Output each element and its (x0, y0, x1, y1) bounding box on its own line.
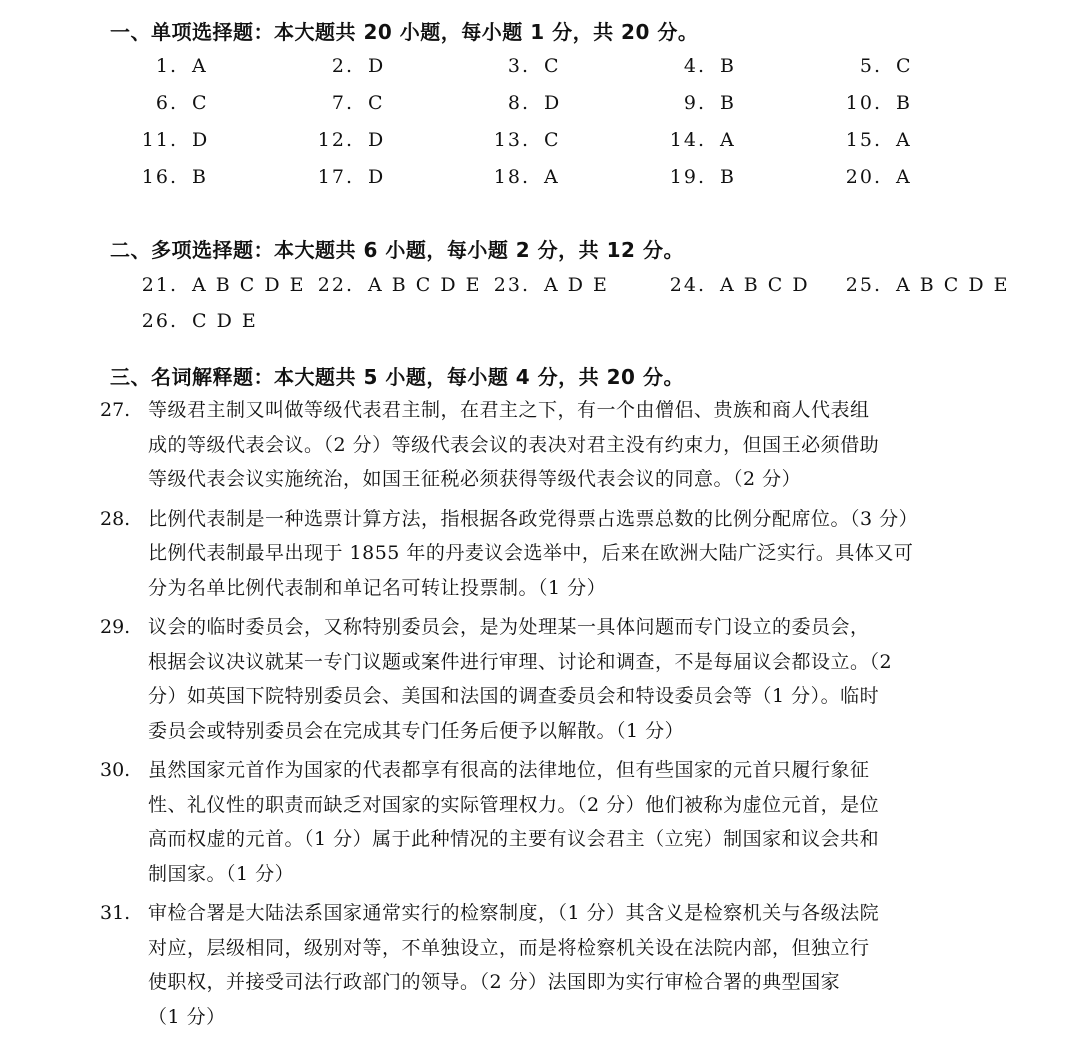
answer-text-line: 分）如英国下院特别委员会、美国和法国的调查委员会和特设委员会等（1 分）。临时 (148, 685, 880, 707)
answer-text-line: 高而权虚的元首。（1 分）属于此种情况的主要有议会君主（立宪）制国家和议会共和 (148, 828, 880, 850)
question-number: 10. (845, 92, 882, 114)
term-answer-28 (100, 502, 1030, 606)
answer-text-line: 虽然国家元首作为国家的代表都享有很高的法律地位，但有些国家的元首只履行象征 (148, 759, 870, 781)
answer-item (492, 122, 668, 159)
answer-choice: C (544, 129, 561, 151)
question-number: 6. (155, 92, 178, 114)
answer-choice: D (192, 129, 210, 151)
question-number: 3. (507, 55, 530, 77)
answer-choice: D (368, 55, 386, 77)
answer-item (140, 122, 316, 159)
question-number: 15. (845, 129, 882, 151)
answer-choice: B (896, 92, 912, 114)
term-answer-29 (100, 610, 1030, 748)
answer-choice: A (720, 129, 736, 151)
question-number: 11. (141, 129, 178, 151)
question-number: 14. (669, 129, 706, 151)
answer-item (844, 122, 1020, 159)
answer-choice: A (544, 166, 560, 188)
answer-item (492, 85, 668, 122)
question-number: 27. (100, 399, 131, 421)
answer-item (844, 48, 1020, 85)
answer-choice: A B C D E (896, 274, 1010, 296)
answer-choice: A B C D E (368, 274, 482, 296)
answer-item (140, 267, 316, 303)
section-heading-multiple-choice: 二、多项选择题：本大题共 6 小题，每小题 2 分，共 12 分。 (110, 238, 684, 262)
answer-item (316, 48, 492, 85)
answer-item (316, 267, 492, 303)
answer-choice: C (544, 55, 561, 77)
answer-item (668, 122, 844, 159)
answer-item (668, 267, 844, 303)
answer-item (668, 85, 844, 122)
multiple-choice-answers (140, 267, 1020, 339)
answer-item (668, 48, 844, 85)
section-heading-term-explanation: 三、名词解释题：本大题共 5 小题，每小题 4 分，共 20 分。 (110, 365, 684, 389)
answer-choice: B (720, 55, 736, 77)
question-number: 8. (507, 92, 530, 114)
section-heading-single-choice: 一、单项选择题：本大题共 20 小题，每小题 1 分，共 20 分。 (110, 20, 699, 44)
answer-item (140, 159, 316, 196)
answer-item (140, 85, 316, 122)
question-number: 5. (859, 55, 882, 77)
answer-choice: A B C D (720, 274, 810, 296)
term-answer-31 (100, 896, 1030, 1034)
question-number: 9. (683, 92, 706, 114)
answer-item (492, 159, 668, 196)
answer-choice: C (896, 55, 913, 77)
answer-choice: A B C D E (192, 274, 306, 296)
answer-item (492, 48, 668, 85)
term-explanation-answers (100, 393, 1030, 1034)
question-number: 17. (317, 166, 354, 188)
answer-choice: B (720, 166, 736, 188)
answer-item (668, 159, 844, 196)
question-number: 16. (141, 166, 178, 188)
question-number: 30. (100, 759, 131, 781)
question-number: 25. (845, 274, 882, 296)
question-number: 20. (845, 166, 882, 188)
answer-text-line: 比例代表制是一种选票计算方法，指根据各政党得票占选票总数的比例分配席位。（3 分） (148, 507, 919, 530)
answer-text-line: 比例代表制最早出现于 1855 年的丹麦议会选举中，后来在欧洲大陆广泛实行。具体又可 (148, 542, 914, 564)
question-number: 13. (493, 129, 530, 151)
question-number: 18. (493, 166, 530, 188)
question-number: 29. (100, 616, 131, 638)
answer-choice: D (544, 92, 562, 114)
answer-text-line: 委员会或特别委员会在完成其专门任务后便予以解散。（1 分） (148, 719, 685, 742)
answer-choice: C D E (192, 310, 258, 332)
question-number: 1. (155, 55, 178, 77)
answer-item (316, 159, 492, 196)
answer-choice: A (896, 129, 912, 151)
answer-item (844, 267, 1020, 303)
question-number: 24. (669, 274, 706, 296)
answer-text-line: 等级君主制又叫做等级代表君主制，在君主之下，有一个由僧侣、贵族和商人代表组 (148, 399, 870, 421)
answer-text-line: 审检合署是大陆法系国家通常实行的检察制度，（1 分）其含义是检察机关与各级法院 (148, 902, 880, 924)
answer-choice: A D E (544, 274, 609, 296)
term-answer-30 (100, 753, 1030, 891)
answer-choice: B (192, 166, 208, 188)
answer-item (844, 85, 1020, 122)
single-choice-answers (140, 48, 1020, 196)
answer-text-line: 分为名单比例代表制和单记名可转让投票制。（1 分） (148, 576, 607, 599)
answer-choice: A (896, 166, 912, 188)
answer-choice: C (368, 92, 385, 114)
answer-item (140, 48, 316, 85)
question-number: 19. (669, 166, 706, 188)
answer-choice: A (192, 55, 208, 77)
answer-text-line: 性、礼仪性的职责而缺乏对国家的实际管理权力。（2 分）他们被称为虚位元首，是位 (148, 793, 880, 816)
answer-choice: D (368, 166, 386, 188)
answer-text-line: 成的等级代表会议。（2 分）等级代表会议的表决对君主没有约束力，但国王必须借助 (148, 433, 880, 456)
question-number: 22. (317, 274, 354, 296)
question-number: 12. (317, 129, 354, 151)
question-number: 31. (100, 902, 131, 924)
answer-text-line: （1 分） (148, 1005, 226, 1028)
answer-text-line: 根据会议决议就某一专门议题或案件进行审理、讨论和调查，不是每届议会都设立。（2 (148, 650, 893, 673)
answer-choice: B (720, 92, 736, 114)
answer-text-line: 制国家。（1 分） (148, 862, 295, 885)
answer-text-line: 等级代表会议实施统治，如国王征税必须获得等级代表会议的同意。（2 分） (148, 468, 802, 490)
question-number: 26. (141, 310, 178, 332)
answer-item (140, 303, 316, 339)
answer-choice: C (192, 92, 209, 114)
answer-choice: D (368, 129, 386, 151)
answer-item (316, 122, 492, 159)
question-number: 28. (100, 507, 131, 530)
answer-text-line: 议会的临时委员会，又称特别委员会，是为处理某一具体问题而专门设立的委员会， (148, 616, 870, 638)
answer-item (844, 159, 1020, 196)
answer-item (492, 267, 668, 303)
question-number: 2. (331, 55, 354, 77)
answer-text-line: 对应，层级相同，级别对等，不单独设立，而是将检察机关设在法院内部，但独立行 (148, 936, 870, 959)
term-answer-27 (100, 393, 1030, 497)
question-number: 7. (331, 92, 354, 114)
answer-item (316, 85, 492, 122)
question-number: 23. (493, 274, 530, 296)
answer-text-line: 使职权，并接受司法行政部门的领导。（2 分）法国即为实行审检合署的典型国家 (148, 971, 841, 993)
question-number: 4. (683, 55, 706, 77)
question-number: 21. (141, 274, 178, 296)
